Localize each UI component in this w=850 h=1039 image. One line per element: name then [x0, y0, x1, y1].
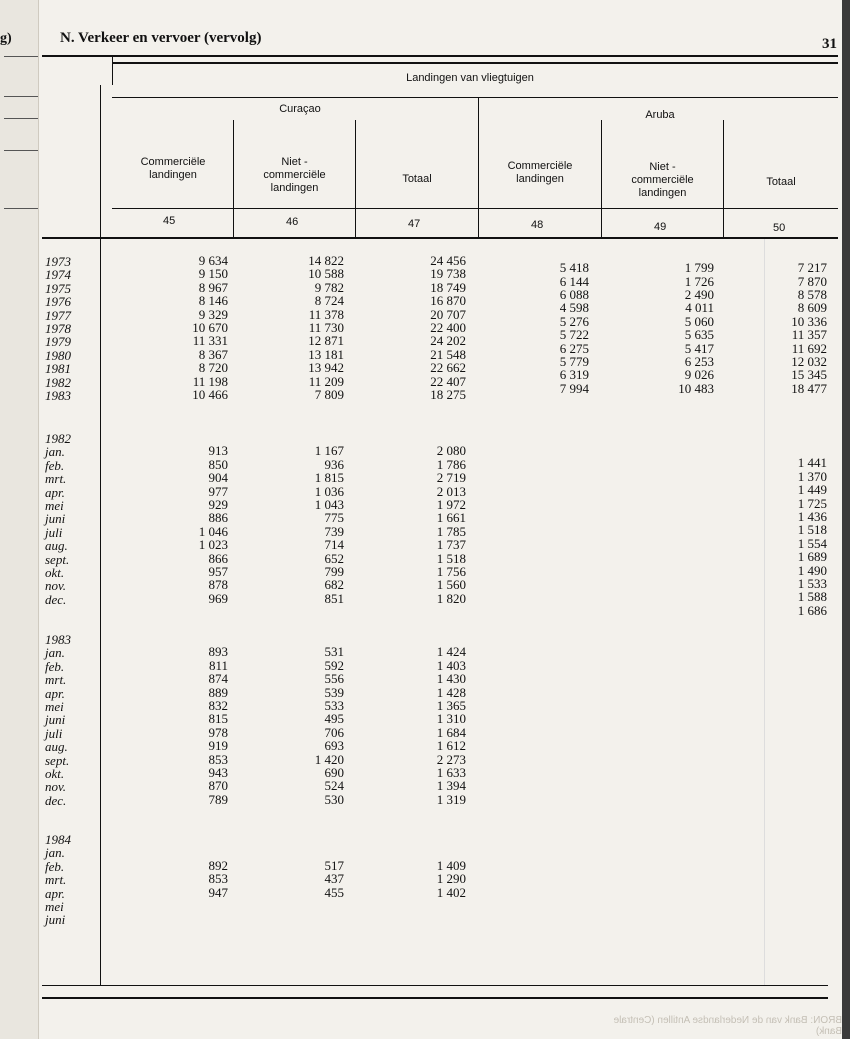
col49-number: 49 [654, 221, 667, 233]
cell-46: 12 871 [308, 333, 344, 349]
cell-47: 1 560 [436, 577, 466, 593]
cell-47: 1 430 [436, 671, 466, 687]
cell-47: 1 365 [436, 698, 466, 713]
cell-50: 1 449 [797, 482, 827, 498]
cell-50: 7 217 [797, 260, 827, 276]
cell-45: 9 329 [198, 306, 228, 322]
cell-45: 929 [208, 497, 228, 512]
cell-45: 815 [208, 711, 228, 727]
cell-47: 1 310 [436, 711, 466, 727]
cell-49: 5 060 [684, 313, 714, 329]
row-label: apr. [45, 484, 65, 500]
cell-45: 874 [208, 671, 228, 687]
book-edge [842, 0, 850, 1039]
stub-divider [100, 85, 101, 985]
cell-47: 2 013 [436, 483, 466, 499]
cell-46: 799 [324, 564, 344, 579]
col46-number: 46 [286, 216, 299, 228]
cell-46: 936 [324, 456, 344, 472]
cell-47: 22 400 [430, 320, 466, 335]
row-label: jan. [45, 845, 65, 861]
previous-page-fragment: g) [0, 31, 12, 46]
colnum-rule-top [112, 208, 838, 209]
cell-46: 524 [324, 778, 344, 794]
cell-46: 10 588 [308, 266, 344, 282]
cell-47: 1 394 [436, 778, 466, 794]
row-label: 1982 [45, 431, 71, 446]
cell-47: 1 684 [436, 724, 466, 740]
cell-45: 977 [208, 483, 228, 499]
cell-47: 24 456 [430, 253, 466, 268]
cell-46: 13 181 [308, 346, 344, 362]
cell-49: 9 026 [684, 367, 714, 383]
row-label: aug. [45, 538, 68, 554]
row-label: mei [45, 699, 64, 714]
cell-46: 9 782 [314, 279, 344, 295]
cell-50: 1 490 [797, 562, 827, 578]
cell-45: 978 [208, 724, 228, 740]
cell-47: 1 820 [436, 590, 466, 606]
cell-45: 11 331 [192, 333, 228, 349]
row-label: 1982 [45, 374, 71, 390]
row-label: nov. [45, 578, 67, 594]
cell-46: 455 [324, 884, 344, 900]
cell-45: 789 [208, 791, 228, 807]
cell-46: 714 [324, 537, 344, 553]
cell-46: 517 [324, 857, 344, 873]
row-label: dec. [45, 591, 67, 607]
row-label: okt. [45, 565, 65, 580]
row-label: 1976 [45, 294, 71, 310]
cell-48: 5 722 [559, 327, 589, 343]
cell-49: 4 011 [685, 300, 714, 316]
cell-47: 1 290 [436, 871, 466, 887]
cell-49: 1 726 [684, 273, 714, 289]
row-label: 1980 [45, 347, 71, 363]
row-label: feb. [45, 858, 65, 874]
cell-45: 10 670 [192, 320, 228, 335]
cell-45: 811 [208, 657, 228, 673]
cell-45: 8 146 [198, 293, 228, 309]
cell-50: 8 578 [797, 287, 827, 302]
cell-47: 20 707 [430, 306, 466, 322]
page-title: N. Verkeer en vervoer (vervolg) [60, 30, 262, 46]
cell-47: 1 612 [436, 738, 466, 754]
cell-46: 1 815 [314, 470, 344, 486]
row-label: 1974 [45, 267, 71, 283]
row-label: juni [45, 511, 66, 527]
cell-49: 1 799 [684, 260, 714, 276]
cell-46: 556 [324, 671, 344, 687]
cell-45: 866 [208, 550, 228, 566]
cell-45: 886 [208, 510, 228, 526]
cell-47: 1 518 [436, 550, 466, 566]
cell-46: 14 822 [308, 253, 344, 268]
cell-50: 18 477 [791, 380, 827, 396]
row-label: feb. [45, 658, 65, 674]
cell-50: 10 336 [791, 313, 827, 329]
cell-46: 1 167 [314, 443, 344, 459]
cell-45: 11 198 [192, 373, 228, 389]
cell-50: 1 370 [797, 468, 827, 484]
col49-label: Niet - commerciële landingen [631, 161, 694, 199]
row-label: dec. [45, 792, 67, 808]
top-rule [42, 55, 838, 57]
cell-45: 8 720 [198, 360, 228, 376]
col47-number: 47 [408, 218, 421, 230]
cell-45: 893 [208, 644, 228, 660]
cell-46: 690 [324, 765, 344, 780]
col50-label: Totaal [766, 176, 796, 188]
cell-45: 904 [208, 470, 228, 486]
col48-label: Commerciële landingen [507, 160, 573, 185]
cell-47: 24 202 [430, 333, 466, 349]
table-bottom-rule [42, 985, 828, 986]
col47-label: Totaal [402, 173, 432, 185]
col45-number: 45 [163, 215, 176, 227]
cell-47: 21 548 [430, 346, 466, 362]
cell-48: 6 275 [559, 340, 589, 356]
cell-45: 969 [208, 590, 228, 606]
cell-48: 5 418 [559, 260, 589, 276]
cell-48: 5 779 [559, 354, 589, 369]
cell-46: 652 [324, 550, 344, 566]
cell-50: 1 725 [797, 495, 827, 511]
cell-50: 8 609 [797, 300, 827, 316]
cell-46: 592 [324, 657, 344, 673]
cell-47: 1 428 [436, 684, 466, 700]
header-rule [112, 62, 838, 64]
cell-46: 533 [324, 698, 344, 713]
cell-50: 1 689 [797, 549, 827, 565]
cell-45: 957 [208, 564, 228, 579]
cell-45: 850 [208, 456, 228, 472]
page-number: 31 [822, 36, 837, 52]
cell-46: 7 809 [314, 387, 344, 402]
cell-49: 10 483 [678, 380, 714, 396]
cell-46: 851 [324, 590, 344, 606]
cell-45: 889 [208, 684, 228, 700]
row-label: sept. [45, 551, 70, 567]
cell-47: 18 275 [430, 387, 466, 402]
cell-47: 1 756 [436, 564, 466, 579]
cell-45: 1 023 [198, 537, 228, 553]
cell-46: 775 [324, 510, 344, 526]
cell-47: 2 719 [436, 470, 466, 486]
cell-46: 8 724 [314, 293, 344, 309]
cell-47: 1 785 [436, 523, 466, 539]
cell-45: 832 [208, 698, 228, 713]
cell-45: 892 [208, 857, 228, 873]
row-label: 1973 [45, 254, 71, 269]
cell-46: 693 [324, 738, 344, 754]
cell-45: 8 967 [198, 279, 228, 295]
cell-45: 870 [208, 778, 228, 794]
cell-46: 1 036 [314, 483, 344, 499]
row-label: 1975 [45, 280, 71, 296]
cell-45: 878 [208, 577, 228, 593]
cell-47: 1 633 [436, 765, 466, 780]
cell-46: 531 [324, 644, 344, 660]
cell-46: 1 043 [314, 497, 344, 512]
row-label: 1983 [45, 632, 71, 647]
cell-47: 1 402 [436, 884, 466, 900]
row-label: 1983 [45, 388, 71, 403]
cell-47: 1 403 [436, 657, 466, 673]
row-label: apr. [45, 685, 65, 701]
source-note: BRON: Bank van de Nederlandse Antillen (Centrale Bank) [613, 1015, 842, 1037]
cell-47: 1 661 [436, 510, 466, 526]
cell-46: 530 [324, 791, 344, 807]
row-label: 1977 [45, 307, 71, 323]
group-rule [112, 97, 838, 98]
row-label: jan. [45, 444, 65, 460]
edge-rule [4, 96, 38, 97]
cell-50: 1 441 [797, 455, 827, 471]
row-label: sept. [45, 752, 70, 768]
col50-number: 50 [773, 222, 786, 234]
cell-48: 7 994 [559, 380, 589, 396]
cell-50: 15 345 [791, 367, 827, 383]
cell-50: 1 533 [797, 576, 827, 591]
cell-45: 9 634 [198, 253, 228, 268]
row-label: juli [45, 524, 63, 540]
cell-48: 5 276 [559, 313, 589, 329]
cell-46: 11 209 [308, 373, 344, 389]
header-bottom-rule [42, 237, 838, 239]
col46-label: Niet - commerciële landingen [263, 156, 326, 194]
edge-rule [4, 56, 38, 57]
col48-number: 48 [531, 219, 544, 231]
row-label: mei [45, 899, 64, 914]
cell-46: 539 [324, 684, 344, 700]
cell-49: 5 635 [684, 327, 714, 343]
cell-49: 6 253 [684, 354, 714, 369]
cell-46: 1 420 [314, 751, 344, 767]
row-label: okt. [45, 766, 65, 781]
cell-45: 919 [208, 738, 228, 754]
edge-rule [4, 150, 38, 151]
row-label: juli [45, 725, 63, 741]
cell-45: 10 466 [192, 387, 228, 402]
cell-45: 947 [208, 884, 228, 900]
cell-50: 1 436 [797, 509, 827, 524]
row-label: 1984 [45, 832, 71, 847]
row-label: nov. [45, 779, 67, 795]
row-label: apr. [45, 885, 65, 901]
cell-49: 5 417 [684, 340, 714, 356]
cell-50: 12 032 [791, 354, 827, 369]
row-label: mei [45, 498, 64, 513]
cell-46: 437 [324, 871, 344, 887]
cell-50: 1 518 [797, 522, 827, 538]
cell-47: 2 080 [436, 443, 466, 459]
cell-50: 1 588 [797, 589, 827, 605]
cell-46: 13 942 [308, 360, 344, 376]
row-label: jan. [45, 645, 65, 661]
cell-45: 9 150 [198, 266, 228, 282]
row-label: mrt. [45, 672, 67, 688]
cell-47: 22 407 [430, 373, 466, 389]
cell-47: 2 273 [436, 751, 466, 767]
cell-45: 8 367 [198, 346, 228, 362]
cell-45: 853 [208, 751, 228, 767]
cell-46: 739 [324, 523, 344, 539]
row-label: juni [45, 712, 66, 728]
cell-46: 682 [324, 577, 344, 593]
cell-48: 4 598 [559, 300, 589, 316]
row-label: juni [45, 912, 66, 928]
cell-45: 943 [208, 765, 228, 780]
cell-47: 1 786 [436, 456, 466, 472]
cell-50: 7 870 [797, 273, 827, 289]
cell-47: 1 424 [436, 644, 466, 660]
cell-47: 1 409 [436, 857, 466, 873]
cell-48: 6 144 [559, 273, 589, 289]
cell-50: 1 686 [797, 602, 827, 618]
footer-rule [42, 997, 828, 999]
cell-47: 16 870 [430, 293, 466, 309]
stub-divider [112, 55, 113, 85]
row-label: 1978 [45, 321, 71, 336]
cell-48: 6 319 [559, 367, 589, 383]
cell-47: 1 319 [436, 791, 466, 807]
edge-rule [4, 208, 38, 209]
row-label: 1979 [45, 334, 71, 350]
cell-47: 22 662 [430, 360, 466, 376]
cell-50: 11 692 [791, 340, 827, 356]
previous-page-edge [0, 0, 39, 1039]
cell-46: 11 378 [308, 306, 344, 322]
group-curacao: Curaçao [279, 103, 321, 115]
cell-47: 19 738 [430, 266, 466, 282]
cell-49: 2 490 [684, 287, 714, 302]
row-label: 1981 [45, 361, 71, 377]
row-label: mrt. [45, 872, 67, 888]
row-label: aug. [45, 739, 68, 755]
cell-48: 6 088 [559, 287, 589, 302]
col45-label: Commerciële landingen [140, 156, 206, 181]
cell-45: 913 [208, 443, 228, 459]
cell-47: 18 749 [430, 279, 466, 295]
cell-47: 1 972 [436, 497, 466, 512]
cell-45: 1 046 [198, 523, 228, 539]
cell-45: 853 [208, 871, 228, 887]
edge-rule [4, 118, 38, 119]
row-label: mrt. [45, 471, 67, 487]
cell-46: 706 [324, 724, 344, 740]
cell-46: 495 [324, 711, 344, 727]
group-aruba: Aruba [645, 109, 675, 121]
cell-50: 1 554 [797, 535, 827, 551]
header-main: Landingen van vliegtuigen [406, 72, 534, 84]
row-label: feb. [45, 457, 65, 473]
cell-47: 1 737 [436, 537, 466, 553]
cell-50: 11 357 [791, 327, 827, 343]
cell-46: 11 730 [308, 320, 344, 335]
